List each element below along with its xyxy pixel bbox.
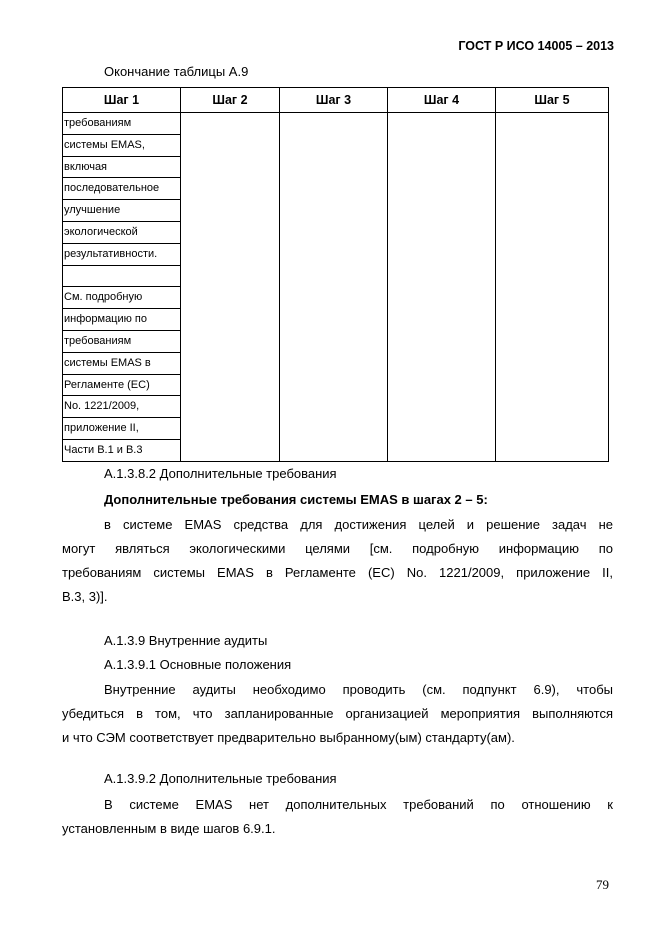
section-a13-8-2-heading: А.1.3.8.2 Дополнительные требования — [104, 466, 337, 481]
step5-cell — [496, 113, 609, 462]
cell-line — [63, 266, 180, 288]
cell-line: улучшение — [63, 200, 180, 222]
step2-cell — [181, 113, 280, 462]
cell-line: результативности. — [63, 244, 180, 266]
emas-paragraph — [62, 513, 613, 609]
paragraph-line: в системе EMAS средства для достижения целей и решение задач не — [104, 517, 613, 532]
cell-line: системы EMAS, — [63, 135, 180, 157]
paragraph-line: и что СЭМ соответствует предварительно выбранному(ым) стандарту(ам). — [62, 730, 515, 745]
paragraph-line: В.3, 3)]. — [62, 589, 108, 604]
paragraph-line: В системе EMAS нет дополнительных требований по отношению к — [104, 797, 613, 812]
paragraph-line: могут являться экологическими целями [см. подробную информацию по — [62, 541, 613, 556]
cell-line: последовательное — [63, 178, 180, 200]
col-header-step3: Шаг 3 — [280, 88, 388, 113]
table-row — [63, 113, 609, 462]
section-a13-9-1-heading: А.1.3.9.1 Основные положения — [104, 657, 292, 672]
paragraph-line: установленным в виде шагов 6.9.1. — [62, 821, 276, 836]
paragraph-line: Внутренние аудиты необходимо проводить (см. подпункт 6.9), чтобы — [104, 682, 613, 697]
cell-line: См. подробную — [63, 287, 180, 309]
col-header-step2: Шаг 2 — [181, 88, 280, 113]
step4-cell — [388, 113, 496, 462]
col-header-step4: Шаг 4 — [388, 88, 496, 113]
table-header-row — [63, 88, 609, 113]
step3-cell — [280, 113, 388, 462]
document-header: ГОСТ Р ИСО 14005 – 2013 — [458, 39, 614, 53]
paragraph-line: требованиям системы EMAS в Регламенте (ЕС) No. 1221/2009, приложение II, — [62, 565, 613, 580]
section-a13-9-heading: А.1.3.9 Внутренние аудиты — [104, 633, 268, 648]
steps-table — [62, 87, 609, 462]
col-header-step1: Шаг 1 — [63, 88, 181, 113]
emas-additional-heading: Дополнительные требования системы EMAS в шагах 2 – 5: — [104, 492, 488, 507]
cell-line: приложение II, — [63, 418, 180, 440]
cell-line: требованиям — [63, 113, 180, 135]
cell-line: информацию по — [63, 309, 180, 331]
cell-line: Части В.1 и В.3 — [64, 443, 143, 456]
paragraph-line: убедиться в том, что запланированные организацией мероприятия выполняются — [62, 706, 613, 721]
section-a13-9-2-heading: А.1.3.9.2 Дополнительные требования — [104, 771, 337, 786]
step1-cell — [63, 113, 181, 462]
table-caption: Окончание таблицы А.9 — [104, 64, 249, 79]
col-header-step5: Шаг 5 — [496, 88, 609, 113]
page-number: 79 — [596, 877, 609, 892]
emas-none-paragraph — [62, 793, 613, 841]
cell-line: требованиям — [63, 331, 180, 353]
cell-line: No. 1221/2009, — [63, 396, 180, 418]
audit-paragraph — [62, 678, 613, 750]
cell-line: экологической — [63, 222, 180, 244]
cell-line: системы EMAS в — [63, 353, 180, 375]
cell-line: включая — [63, 157, 180, 179]
cell-line: Регламенте (ЕС) — [63, 375, 180, 397]
